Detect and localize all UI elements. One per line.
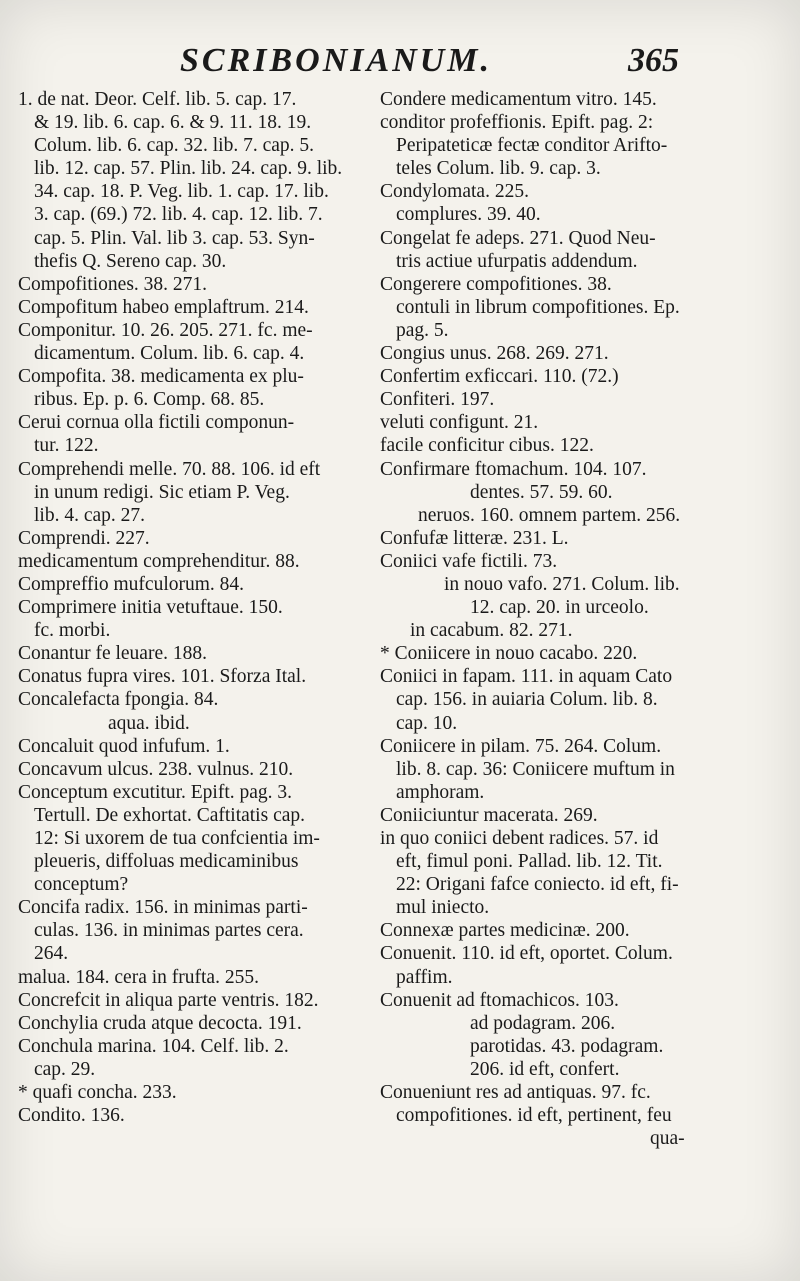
index-entry-line: Condere medicamentum vitro. 145.	[380, 89, 657, 110]
index-entry-line: qua-	[650, 1128, 685, 1150]
index-entry-line: in nouo vafo. 271. Colum. lib.	[444, 573, 680, 595]
index-entry-line: neruos. 160. omnem partem. 256.	[418, 504, 681, 526]
index-entry-line: pag. 5.	[396, 319, 449, 341]
index-entry-line: Tertull. De exhortat. Caftitatis cap.	[34, 804, 306, 826]
index-entry-line: Conuenit. 110. id eft, oportet. Colum.	[380, 943, 673, 965]
index-entry-line: 1. de nat. Deor. Celf. lib. 5. cap. 17.	[18, 89, 297, 110]
index-entry-line: Confiteri. 197.	[380, 389, 495, 411]
index-entry-line: Comprehendi melle. 70. 88. 106. id eft	[18, 458, 321, 480]
index-entry-line: lib. 4. cap. 27.	[34, 504, 146, 526]
index-entry-line: 12. cap. 20. in urceolo.	[470, 597, 649, 619]
index-entry-line: Concalefacta fpongia. 84.	[18, 689, 219, 711]
index-entry-line: parotidas. 43. podagram.	[470, 1035, 664, 1057]
index-entry-line: Concaluit quod infufum. 1.	[18, 735, 230, 757]
index-entry-line: cap. 5. Plin. Val. lib 3. cap. 53. Syn-	[34, 227, 315, 249]
index-entry-line: in quo coniici debent radices. 57. id	[380, 828, 659, 849]
index-entry-line: lib. 12. cap. 57. Plin. lib. 24. cap. 9. lib.	[34, 158, 343, 180]
index-entry-line: in cacabum. 82. 271.	[410, 620, 573, 642]
index-entry-line: Congerere compofitiones. 38.	[380, 273, 612, 295]
index-entry-line: dicamentum. Colum. lib. 6. cap. 4.	[34, 343, 305, 365]
index-entry-line: 264.	[34, 943, 69, 965]
index-entry-line: facile conficitur cibus. 122.	[380, 435, 594, 457]
index-entry-line: contuli in librum compofitiones. Ep.	[396, 296, 680, 318]
index-entry-line: mul iniecto.	[396, 897, 490, 919]
index-entry-line: aqua. ibid.	[108, 712, 190, 734]
index-entry-line: Concifa radix. 156. in minimas parti-	[18, 897, 308, 919]
index-entry-line: complures. 39. 40.	[396, 204, 541, 226]
index-entry-line: Concavum ulcus. 238. vulnus. 210.	[18, 758, 294, 780]
index-entry-line: ribus. Ep. p. 6. Comp. 68. 85.	[34, 389, 265, 411]
index-entry-line: fc. morbi.	[34, 620, 111, 642]
index-entry-line: Connexæ partes medicinæ. 200.	[380, 920, 630, 942]
index-entry-line: tur. 122.	[34, 435, 99, 457]
page-header	[0, 42, 800, 92]
index-entry-line: culas. 136. in minimas partes cera.	[34, 920, 304, 942]
index-entry-line: Comprendi. 227.	[18, 527, 150, 549]
index-entry-line: paffim.	[396, 966, 453, 988]
index-entry-line: cap. 156. in auiaria Colum. lib. 8.	[396, 689, 658, 711]
index-entry-line: Conueniunt res ad antiquas. 97. fc.	[380, 1082, 651, 1104]
index-entry-line: Colum. lib. 6. cap. 32. lib. 7. cap. 5.	[34, 135, 315, 157]
index-entry-line: ad podagram. 206.	[470, 1012, 616, 1034]
running-title: SCRIBONIANUM.	[180, 42, 493, 79]
index-entry-line: Condito. 136.	[18, 1105, 125, 1127]
index-entry-line: Cerui cornua olla fictili componun-	[18, 412, 295, 434]
index-entry-line: amphoram.	[396, 781, 485, 803]
index-entry-line: cap. 29.	[34, 1058, 96, 1080]
index-entry-line: Coniiciuntur macerata. 269.	[380, 804, 598, 826]
index-entry-line: Compofita. 38. medicamenta ex plu-	[18, 366, 304, 388]
index-entry-line: Conantur fe leuare. 188.	[18, 643, 207, 665]
index-entry-line: Confertim exficcari. 110. (72.)	[380, 366, 619, 388]
index-entry-line: Concrefcit in aliqua parte ventris. 182.	[18, 989, 319, 1011]
index-entry-line: pleueris, diffoluas medicaminibus	[34, 851, 299, 873]
index-entry-line: Conchula marina. 104. Celf. lib. 2.	[18, 1035, 289, 1057]
index-entry-line: in unum redigi. Sic etiam P. Veg.	[34, 481, 290, 503]
index-entry-line: conceptum?	[34, 874, 129, 896]
index-entry-line: medicamentum comprehenditur. 88.	[18, 550, 300, 572]
index-entry-line: thefis Q. Sereno cap. 30.	[34, 250, 227, 272]
index-entry-line: lib. 8. cap. 36: Coniicere muftum in	[396, 758, 675, 780]
index-entry-line: compofitiones. id eft, pertinent, feu	[396, 1105, 672, 1127]
index-entry-line: malua. 184. cera in frufta. 255.	[18, 966, 259, 988]
index-entry-line: Coniici vafe fictili. 73.	[380, 550, 558, 572]
index-entry-line: * Coniicere in nouo cacabo. 220.	[380, 643, 638, 665]
index-entry-line: eft, fimul poni. Pallad. lib. 12. Tit.	[396, 851, 663, 873]
index-entry-line: Peripateticæ fectæ conditor Arifto-	[396, 135, 668, 157]
index-entry-line: * quafi concha. 233.	[18, 1082, 177, 1104]
index-entry-line: Compofitiones. 38. 271.	[18, 273, 208, 295]
index-entry-line: Conuenit ad ftomachicos. 103.	[380, 989, 619, 1011]
index-entry-line: 34. cap. 18. P. Veg. lib. 1. cap. 17. lib.	[34, 181, 329, 203]
index-entry-line: & 19. lib. 6. cap. 6. & 9. 11. 18. 19.	[34, 112, 312, 134]
index-entry-line: 3. cap. (69.) 72. lib. 4. cap. 12. lib. 7.	[34, 204, 323, 226]
index-entry-line: conditor profeffionis. Epift. pag. 2:	[380, 112, 654, 134]
index-entry-line: Confirmare ftomachum. 104. 107.	[380, 458, 647, 480]
index-entry-line: Coniicere in pilam. 75. 264. Colum.	[380, 735, 662, 757]
index-entry-line: teles Colum. lib. 9. cap. 3.	[396, 158, 601, 180]
index-column-right	[380, 88, 790, 1150]
index-entry-line: Compofitum habeo emplaftrum. 214.	[18, 296, 309, 318]
index-entry-line: veluti configunt. 21.	[380, 412, 539, 434]
index-entry-line: Conchylia cruda atque decocta. 191.	[18, 1012, 302, 1034]
index-entry-line: 22: Origani fafce coniecto. id eft, fi-	[396, 874, 679, 896]
index-entry-line: Conceptum excutitur. Epift. pag. 3.	[18, 781, 293, 803]
index-entry-line: Compreffio mufculorum. 84.	[18, 573, 245, 595]
index-entry-line: Conatus fupra vires. 101. Sforza Ital.	[18, 666, 307, 688]
index-entry-line: 206. id eft, confert.	[470, 1058, 620, 1080]
index-entry-line: Coniici in fapam. 111. in aquam Cato	[380, 666, 673, 688]
index-entry-line: Comprimere initia vetuftaue. 150.	[18, 597, 283, 619]
index-entry-line: Congius unus. 268. 269. 271.	[380, 343, 609, 365]
index-entry-line: Componitur. 10. 26. 205. 271. fc. me-	[18, 319, 313, 341]
index-entry-line: dentes. 57. 59. 60.	[470, 481, 613, 503]
index-entry-line: tris actiue ufurpatis addendum.	[396, 250, 638, 272]
index-entry-line: Congelat fe adeps. 271. Quod Neu-	[380, 227, 656, 249]
index-entry-line: Condylomata. 225.	[380, 181, 529, 203]
page-number: 365	[628, 42, 679, 79]
index-entry-line: Confufæ litteræ. 231. L.	[380, 527, 569, 549]
index-entry-line: cap. 10.	[396, 712, 458, 734]
index-column-left	[18, 88, 376, 1127]
index-entry-line: 12: Si uxorem de tua confcientia im-	[34, 828, 320, 849]
